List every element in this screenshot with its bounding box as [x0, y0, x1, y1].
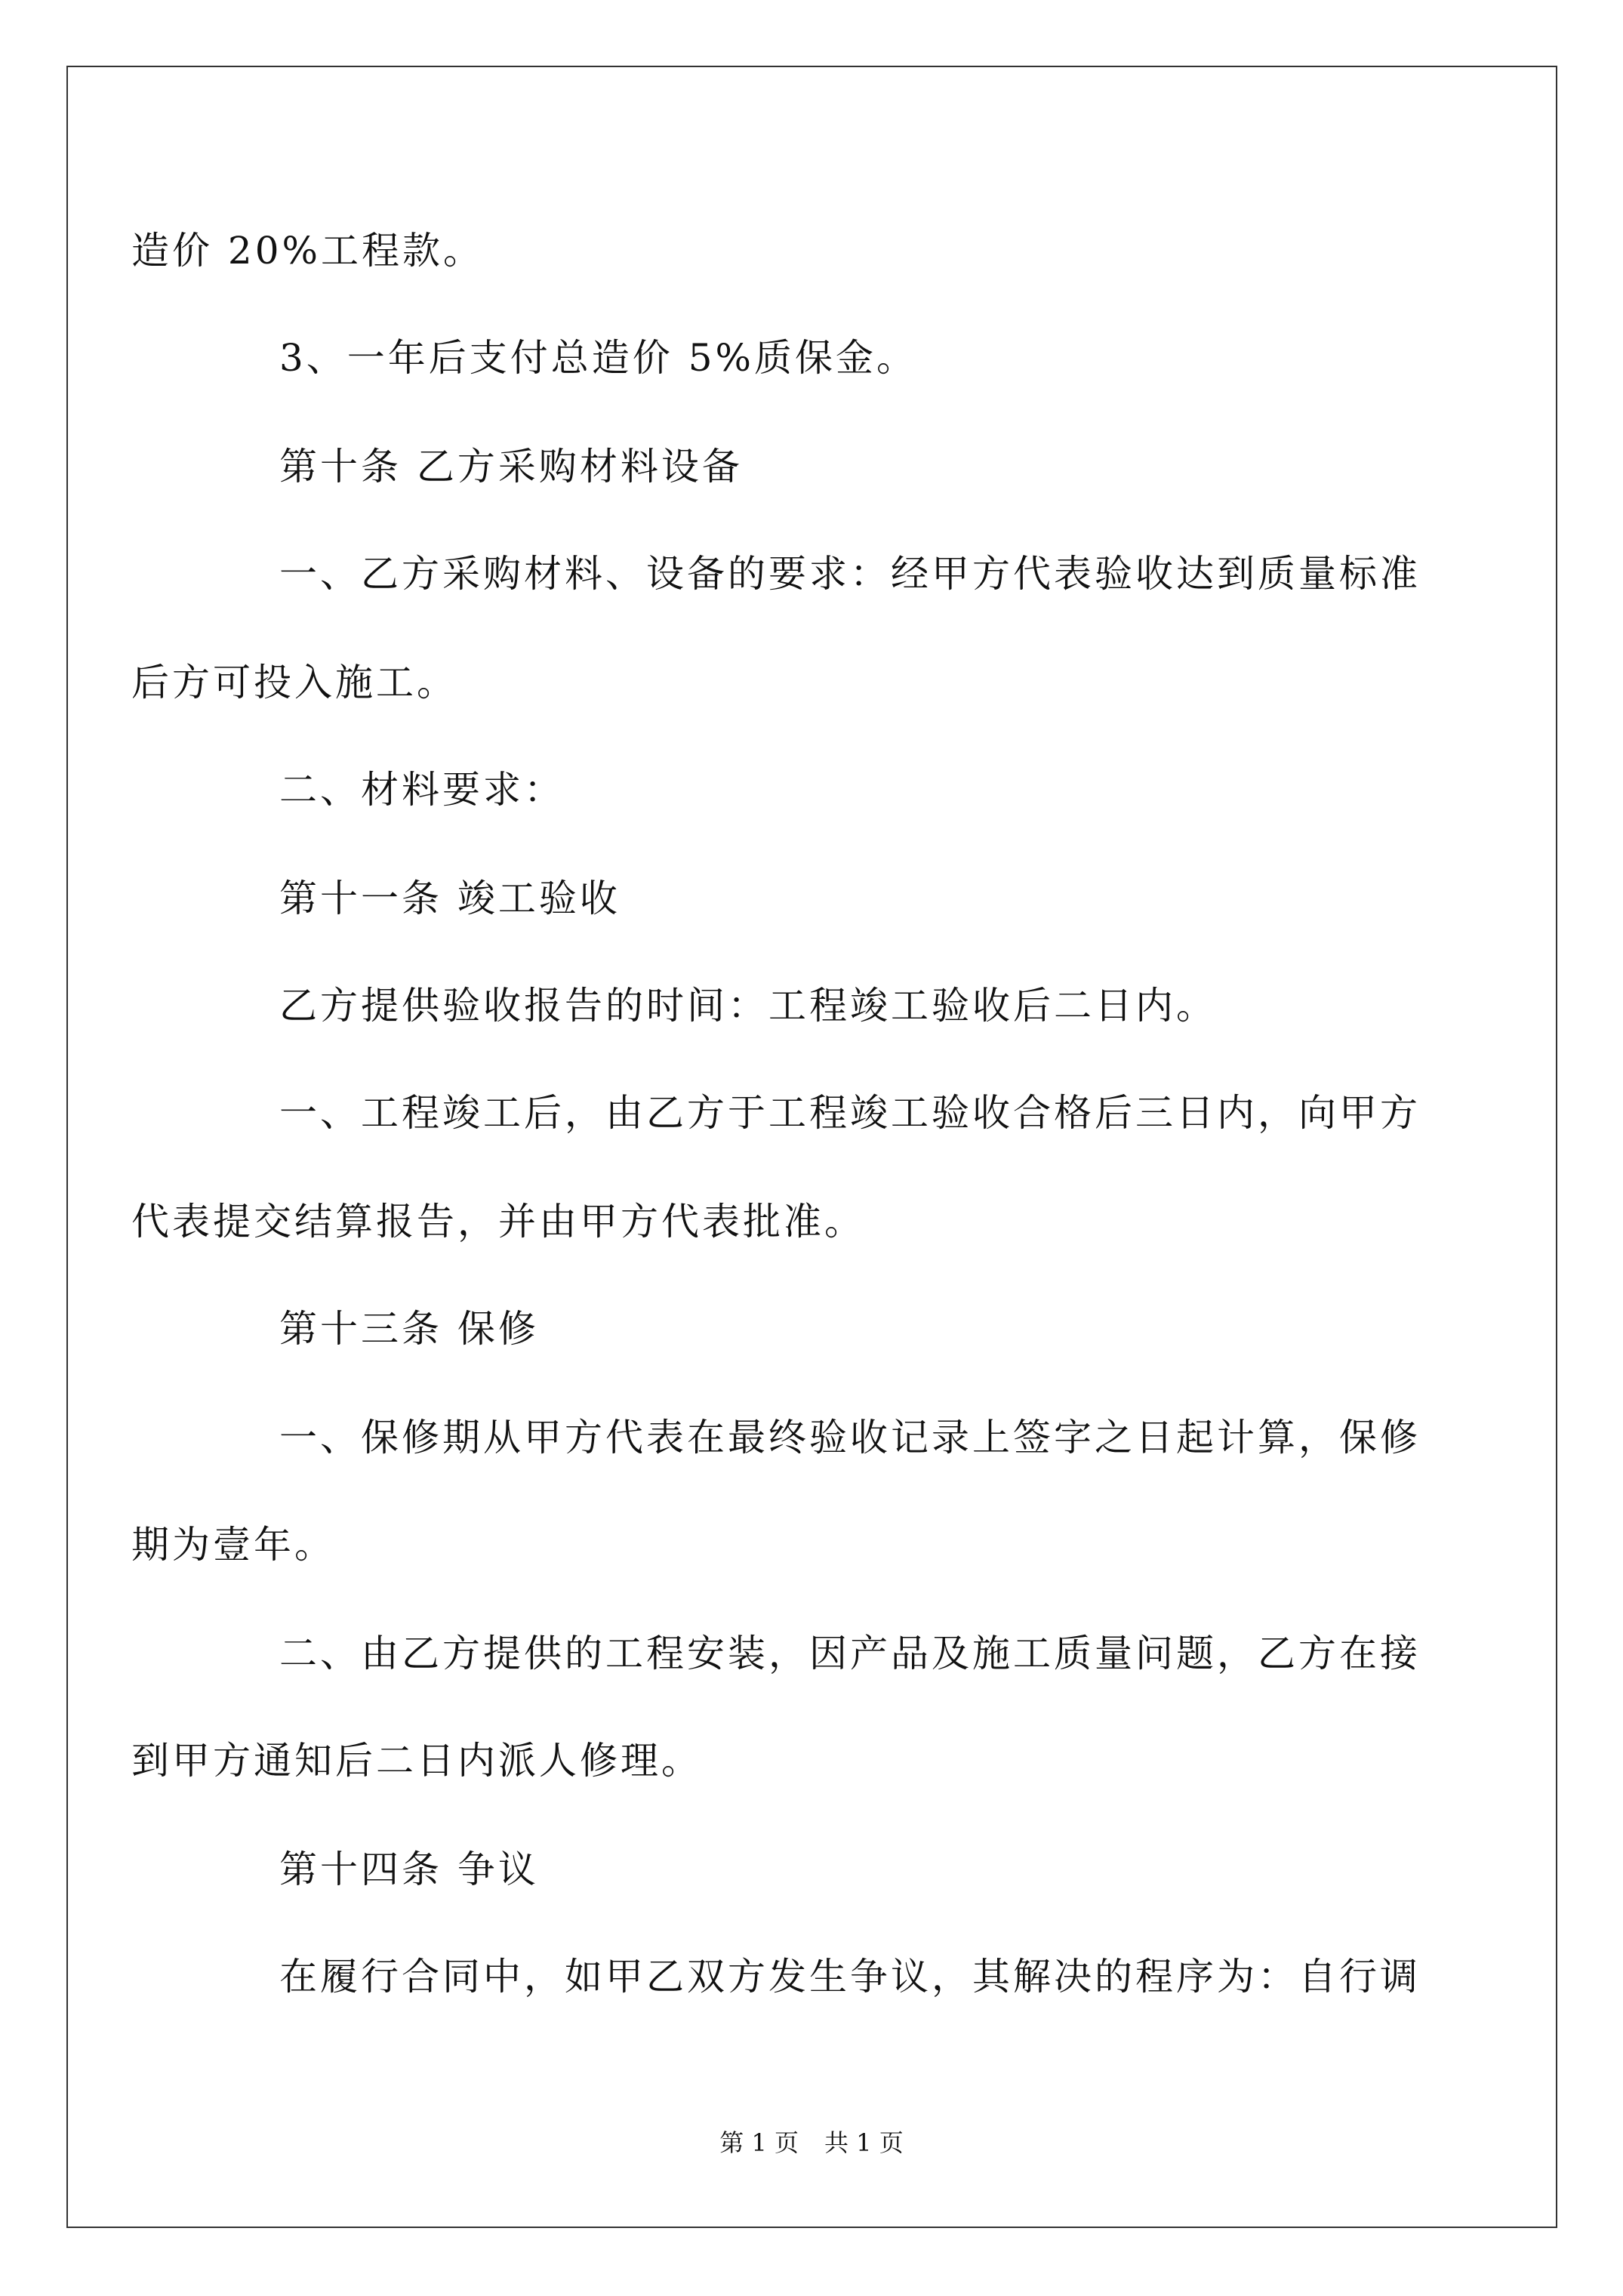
page-border — [66, 66, 1557, 2228]
page-footer — [0, 2128, 1623, 2158]
text-line: 期为壹年。 — [131, 1523, 335, 1567]
text-line: 一、乙方采购材料、设备的要求：经甲方代表验收达到质量标准 — [279, 552, 1421, 596]
section-heading: 第十条 乙方采购材料设备 — [279, 445, 743, 488]
page-number: 第 1 页 — [719, 2128, 799, 2157]
text-line: 乙方提供验收报告的时间：工程竣工验收后二日内。 — [279, 984, 1217, 1028]
page-total: 共 1 页 — [824, 2128, 904, 2157]
section-heading: 第十四条 争议 — [279, 1848, 539, 1891]
text-line: 在履行合同中，如甲乙双方发生争议，其解决的程序为：自行调 — [279, 1955, 1421, 1999]
section-heading: 第十三条 保修 — [279, 1307, 539, 1351]
text-line: 3、一年后支付总造价 5%质保金。 — [279, 336, 918, 380]
text-line: 代表提交结算报告，并由甲方代表批准。 — [131, 1200, 865, 1244]
text-line: 一、保修期从甲方代表在最终验收记录上签字之日起计算，保修 — [279, 1416, 1421, 1459]
text-line: 二、材料要求： — [279, 768, 565, 812]
text-line: 一、工程竣工后，由乙方于工程竣工验收合格后三日内，向甲方 — [279, 1091, 1421, 1135]
text-line: 造价 20%工程款。 — [131, 229, 485, 273]
section-heading: 第十一条 竣工验收 — [279, 877, 621, 920]
text-line: 二、由乙方提供的工程安装，因产品及施工质量问题，乙方在接 — [279, 1632, 1421, 1675]
text-line: 后方可投入施工。 — [131, 661, 457, 704]
text-line: 到甲方通知后二日内派人修理。 — [131, 1739, 702, 1783]
